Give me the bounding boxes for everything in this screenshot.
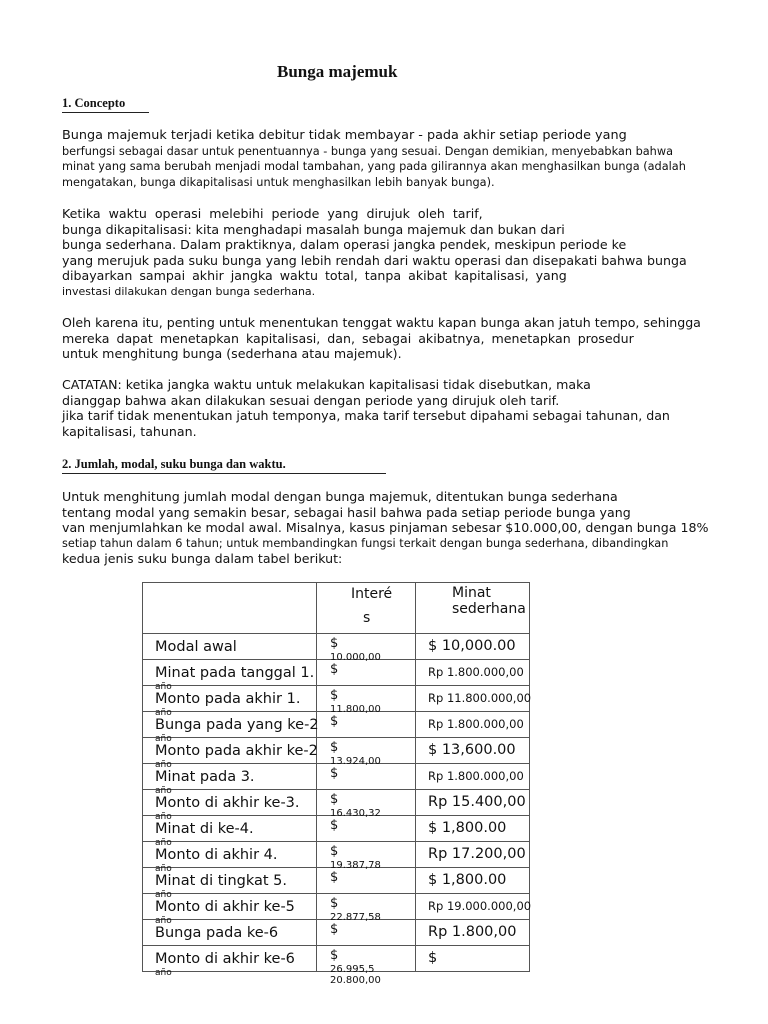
compound-cell <box>317 868 416 894</box>
compound-value: 26.995,5 20.800,00 <box>330 964 381 986</box>
section-2-heading: 2. Jumlah, modal, suku bunga dan waktu. <box>62 457 386 474</box>
compound-value: 11.800,00 <box>330 704 381 715</box>
compound-cell <box>317 686 416 715</box>
row-label-cell <box>143 686 317 718</box>
simple-cell <box>416 738 530 764</box>
compound-cell <box>317 712 416 738</box>
row-label: Minat pada 3. <box>155 769 255 785</box>
text-line: Oleh karena itu, penting untuk menentukan tenggat waktu kapan bunga akan jatuh tempo, sehingga <box>62 315 701 330</box>
header-compound-line2: s <box>363 610 371 626</box>
compound-currency: $ <box>330 922 339 937</box>
row-label: Monto pada akhir 1. <box>155 691 301 707</box>
table-row <box>143 738 530 764</box>
row-label: Monto di akhir ke-5 <box>155 899 295 915</box>
row-label-sub: año <box>155 890 172 900</box>
document-title: Bunga majemuk <box>277 62 398 81</box>
simple-cell <box>416 712 530 738</box>
section-1-paragraph-3 <box>62 315 760 362</box>
compound-cell <box>317 660 416 686</box>
header-cell-simple <box>416 583 530 634</box>
simple-cell <box>416 660 530 686</box>
text-line: minat yang sama berubah menjadi modal tambahan, yang pada gilirannya akan menghasilkan bunga (adalah <box>62 160 686 174</box>
comparison-table <box>142 582 532 986</box>
row-label-cell <box>143 816 317 848</box>
row-label-cell <box>143 946 317 978</box>
simple-value: $ 1,800.00 <box>428 872 507 888</box>
compound-cell <box>317 790 416 819</box>
table-row <box>143 660 530 686</box>
simple-cell <box>416 894 530 920</box>
text-line: dianggap bahwa akan dilakukan sesuai dengan periode yang dirujuk oleh tarif. <box>62 392 560 408</box>
text-line: van menjumlahkan ke modal awal. Misalnya, kasus pinjaman sebesar $10.000,00, dengan bunga 18% <box>62 520 709 536</box>
table-row <box>143 920 530 946</box>
simple-cell <box>416 790 530 816</box>
compound-cell <box>317 634 416 663</box>
text-line: Bunga majemuk terjadi ketika debitur tidak membayar - pada akhir setiap periode yang <box>62 128 627 143</box>
header-simple-line1: Minat <box>452 585 491 601</box>
text-line: mengatakan, bunga dikapitalisasi untuk menghasilkan lebih banyak bunga). <box>62 175 495 189</box>
compound-currency: $ <box>330 844 339 859</box>
row-label-sub: año <box>155 916 172 926</box>
text-line: bunga dikapitalisasi: kita menghadapi masalah bunga majemuk dan bukan dari <box>62 221 565 237</box>
simple-cell <box>416 686 530 712</box>
table-row <box>143 946 530 972</box>
section-1-heading: 1. Concepto <box>62 96 149 113</box>
table-row <box>143 894 530 920</box>
text-line: mereka dapat menetapkan kapitalisasi, dan, sebagai akibatnya, menetapkan prosedur <box>62 330 634 346</box>
simple-value: Rp 19.000.000,00 <box>428 899 532 913</box>
compound-value: 10.000,00 <box>330 652 381 663</box>
compound-currency: $ <box>330 740 339 755</box>
text-line: investasi dilakukan dengan bunga sederhana. <box>62 284 316 298</box>
row-label: Monto di akhir 4. <box>155 847 278 863</box>
row-label: Minat pada tanggal 1. <box>155 665 315 681</box>
compound-cell <box>317 738 416 767</box>
row-label-cell <box>143 920 317 946</box>
row-label-sub: año <box>155 760 172 770</box>
compound-currency: $ <box>330 766 339 781</box>
table-row <box>143 842 530 868</box>
simple-value: Rp 1.800.000,00 <box>428 769 524 783</box>
section-1-paragraph-2 <box>62 206 760 300</box>
simple-value: $ 10,000.00 <box>428 638 516 654</box>
row-label-sub: año <box>155 708 172 718</box>
compound-currency: $ <box>330 870 339 885</box>
section-1-note <box>62 377 760 439</box>
compound-currency: $ <box>330 688 339 703</box>
row-label-cell <box>143 868 317 900</box>
row-label-cell <box>143 764 317 796</box>
compound-currency: $ <box>330 896 339 911</box>
simple-value: Rp 1.800.000,00 <box>428 665 524 679</box>
table-row <box>143 816 530 842</box>
compound-cell <box>317 920 416 946</box>
compound-value: 22.877,58 <box>330 912 381 923</box>
simple-cell <box>416 920 530 946</box>
text-line: yang merujuk pada suku bunga yang lebih rendah dari waktu operasi dan disepakati bahwa bunga <box>62 252 687 268</box>
text-line: tentang modal yang semakin besar, sebagai hasil bahwa pada setiap periode bunga yang <box>62 504 631 520</box>
row-label: Monto di akhir ke-6 <box>155 951 295 967</box>
table-row <box>143 686 530 712</box>
text-line: Untuk menghitung jumlah modal dengan bunga majemuk, ditentukan bunga sederhana <box>62 489 618 504</box>
header-simple-line2: sederhana <box>452 601 526 617</box>
compound-cell <box>317 894 416 923</box>
text-line: untuk menghitung bunga (sederhana atau majemuk). <box>62 346 402 362</box>
compound-currency: $ <box>330 792 339 807</box>
row-label: Bunga pada yang ke-2 <box>155 717 319 733</box>
row-label-cell <box>143 894 317 926</box>
text-line: dibayarkan sampai akhir jangka waktu total, tanpa akibat kapitalisasi, yang <box>62 268 567 284</box>
compound-currency: $ <box>330 662 339 677</box>
row-label-sub: año <box>155 812 172 822</box>
row-label-sub: año <box>155 734 172 744</box>
simple-value: $ 13,600.00 <box>428 742 516 758</box>
row-label-sub: año <box>155 786 172 796</box>
section-1-paragraph-1 <box>62 128 760 190</box>
row-label-cell <box>143 790 317 822</box>
row-label: Minat di tingkat 5. <box>155 873 288 889</box>
text-line: berfungsi sebagai dasar untuk penentuannya - bunga yang sesuai. Dengan demikian, menyebabkan bahwa <box>62 144 674 158</box>
row-label: Monto pada akhir ke-2 <box>155 743 318 759</box>
row-label-cell <box>143 660 317 692</box>
row-label-cell <box>143 634 317 660</box>
text-line: CATATAN: ketika jangka waktu untuk melakukan kapitalisasi tidak disebutkan, maka <box>62 377 591 392</box>
compound-cell <box>317 816 416 842</box>
table-row <box>143 712 530 738</box>
compound-currency: $ <box>330 636 339 651</box>
row-label-cell <box>143 738 318 770</box>
compound-cell <box>317 842 416 871</box>
row-label-sub: año <box>155 682 172 692</box>
simple-cell <box>416 816 530 842</box>
text-line: bunga sederhana. Dalam praktiknya, dalam operasi jangka pendek, meskipun periode ke <box>62 237 627 253</box>
simple-value: Rp 1.800.000,00 <box>428 717 524 731</box>
text-line: kapitalisasi, tahunan. <box>62 423 197 439</box>
row-label-sub: año <box>155 968 172 978</box>
simple-value: Rp 15.400,00 <box>428 794 526 810</box>
simple-cell <box>416 764 530 790</box>
row-label-sub: año <box>155 838 172 848</box>
header-cell-compound <box>317 583 416 634</box>
compound-value: 16.430,32 <box>330 808 381 819</box>
row-label: Minat di ke-4. <box>155 821 254 837</box>
row-label-cell <box>143 842 317 874</box>
row-label: Monto di akhir ke-3. <box>155 795 300 811</box>
simple-value: Rp 17.200,00 <box>428 846 526 862</box>
simple-cell <box>416 842 530 868</box>
compound-currency: $ <box>330 714 339 729</box>
table-row <box>143 868 530 894</box>
compound-cell <box>317 764 416 790</box>
table-row <box>143 634 530 660</box>
text-line: kedua jenis suku bunga dalam tabel berikut: <box>62 551 343 567</box>
compound-currency: $ <box>330 948 339 963</box>
row-label: Modal awal <box>155 639 237 655</box>
simple-value: Rp 11.800.000,00 <box>428 691 532 705</box>
row-label-cell <box>143 712 319 744</box>
simple-cell <box>416 868 530 894</box>
simple-cell <box>416 946 530 972</box>
simple-value: $ 1,800.00 <box>428 820 507 836</box>
simple-value: Rp 1.800,00 <box>428 924 517 940</box>
compound-value: 13.924,00 <box>330 756 381 767</box>
table-header-row <box>143 583 530 634</box>
text-line: setiap tahun dalam 6 tahun; untuk membandingkan fungsi terkait dengan bunga sederhana, dibandingkan <box>62 536 669 550</box>
compound-currency: $ <box>330 818 339 833</box>
compound-cell <box>317 946 416 986</box>
row-label: Bunga pada ke-6 <box>155 925 279 941</box>
section-2-paragraph-1 <box>62 489 760 567</box>
simple-value: $ <box>428 950 438 966</box>
simple-cell <box>416 634 530 660</box>
compound-value: 19.387,78 <box>330 860 381 871</box>
row-label-sub: año <box>155 864 172 874</box>
table-row <box>143 764 530 790</box>
header-cell-empty <box>143 583 317 634</box>
text-line: Ketika waktu operasi melebihi periode yang dirujuk oleh tarif, <box>62 206 483 221</box>
text-line: jika tarif tidak menentukan jatuh temponya, maka tarif tersebut dipahami sebagai tahunan, dan <box>62 408 670 424</box>
header-compound-line1: Interé <box>351 586 393 602</box>
table-row <box>143 790 530 816</box>
